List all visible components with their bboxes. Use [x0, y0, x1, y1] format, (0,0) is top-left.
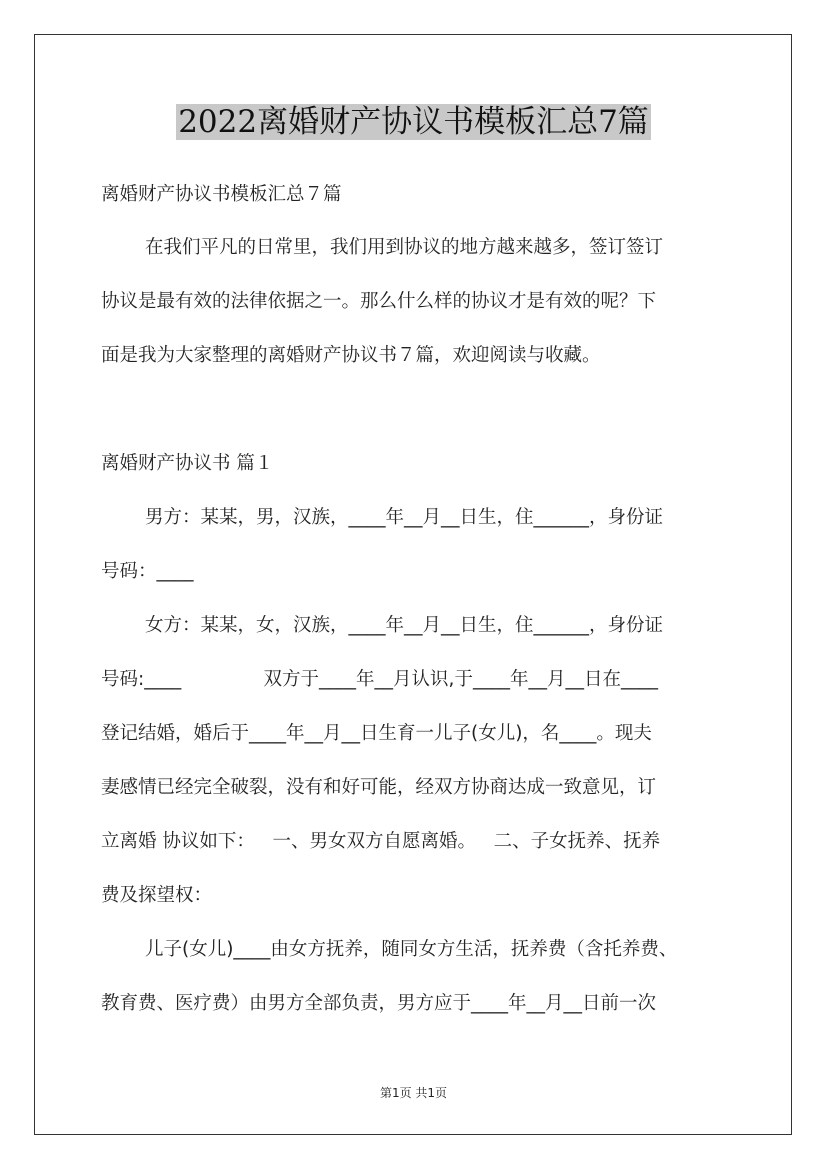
paragraph-line: 协议是最有效的法律依据之一。那么什么样的协议才是有效的呢？下 — [101, 291, 657, 312]
paragraph-line: 费及探望权： — [101, 885, 213, 906]
paragraph-line: 男方：某某，男，汉族，____年__月__日生，住______，身份证 — [145, 507, 664, 528]
paragraph-line: 在我们平凡的日常里，我们用到协议的地方越来越多，签订签订 — [145, 237, 664, 258]
paragraph-line: 面是我为大家整理的离婚财产协议书７篇，欢迎阅读与收藏。 — [101, 345, 601, 366]
paragraph-line: 儿子(女儿)____由女方抚养，随同女方生活，抚养费（含托养费、 — [145, 939, 678, 960]
section-heading: 离婚财产协议书 篇１ — [101, 453, 274, 474]
paragraph-line: 号码:____ 双方于____年__月认识,于____年__月__日在____ — [101, 669, 658, 690]
document-title-text: 2022离婚财产协议书模板汇总7篇 — [178, 104, 649, 140]
subtitle-line: 离婚财产协议书模板汇总７篇 — [101, 184, 342, 205]
paragraph-line: 女方：某某，女，汉族，____年__月__日生，住______，身份证 — [145, 615, 664, 636]
paragraph-line: 号码：____ — [101, 561, 194, 582]
paragraph-line: 登记结婚，婚后于____年__月__日生育一儿子(女儿)，名____。现夫 — [101, 723, 652, 744]
paragraph-line: 教育费、医疗费）由男方全部负责，男方应于____年__月__日前一次 — [101, 993, 657, 1014]
paragraph-line: 立离婚 协议如下： 一、男女双方自愿离婚。 二、子女抚养、抚养 — [101, 831, 661, 852]
paragraph-line: 妻感情已经完全破裂，没有和好可能，经双方协商达成一致意见，订 — [101, 777, 657, 798]
page-footer: 第1页 共1页 — [379, 1086, 448, 1100]
document-title — [0, 100, 827, 144]
